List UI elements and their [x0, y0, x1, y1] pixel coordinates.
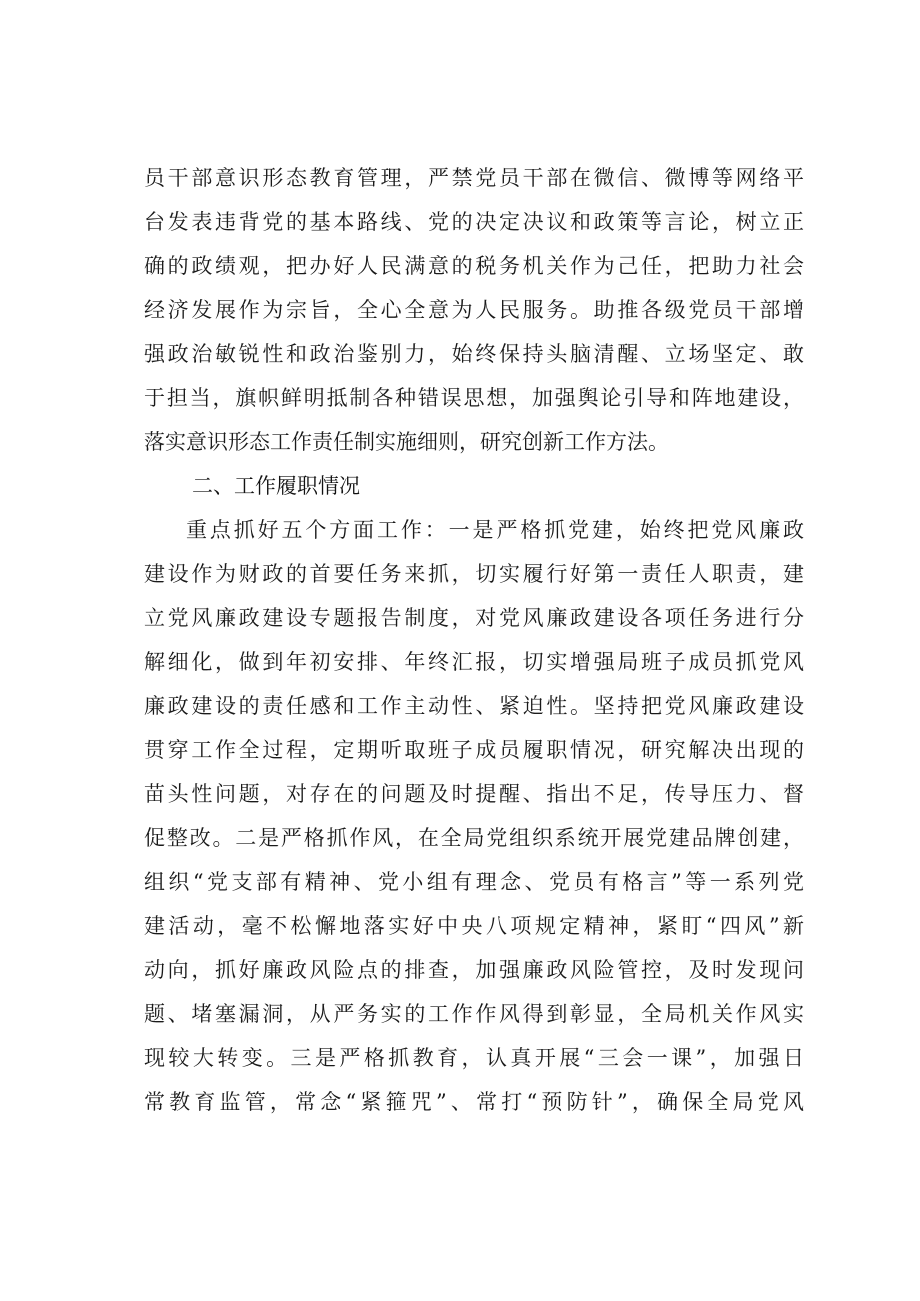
text-line: 解细化，做到年初安排、年终汇报，切实增强局班子成员抓党风 [144, 650, 804, 674]
text-line: 现较大转变。三是严格抓教育，认真开展“三会一课”，加强日 [144, 1046, 804, 1070]
text-line: 于担当，旗帜鲜明抵制各种错误思想，加强舆论引导和阵地建设， [144, 386, 804, 410]
text-line: 廉政建设的责任感和工作主动性、紧迫性。坚持把党风廉政建设 [144, 694, 804, 718]
text-line: 题、堵塞漏洞，从严务实的工作作风得到彰显，全局机关作风实 [144, 1002, 804, 1026]
text-line: 贯穿工作全过程，定期听取班子成员履职情况，研究解决出现的 [144, 738, 804, 762]
text-line: 动向，抓好廉政风险点的排查，加强廉政风险管控，及时发现问 [144, 958, 804, 982]
text-line: 台发表违背党的基本路线、党的决定决议和政策等言论，树立正 [144, 210, 804, 234]
text-line: 建设作为财政的首要任务来抓，切实履行好第一责任人职责，建 [144, 562, 804, 586]
text-line: 立党风廉政建设专题报告制度，对党风廉政建设各项任务进行分 [144, 606, 804, 630]
text-line: 经济发展作为宗旨，全心全意为人民服务。助推各级党员干部增 [144, 298, 804, 322]
text-line: 苗头性问题，对存在的问题及时提醒、指出不足，传导压力、督 [144, 782, 804, 806]
section-heading: 二、工作履职情况 [192, 474, 360, 498]
paragraph-ideology [144, 156, 804, 464]
text-line: 员干部意识形态教育管理，严禁党员干部在微信、微博等网络平 [144, 166, 804, 190]
paragraph-duties [144, 508, 804, 1124]
text-line: 建活动，毫不松懈地落实好中央八项规定精神，紧盯“四风”新 [144, 914, 804, 938]
text-line: 落实意识形态工作责任制实施细则，研究创新工作方法。 [144, 430, 669, 454]
text-line: 强政治敏锐性和政治鉴别力，始终保持头脑清醒、立场坚定、敢 [144, 342, 804, 366]
document-body [144, 156, 804, 1124]
text-line: 促整改。二是严格抓作风，在全局党组织系统开展党建品牌创建， [144, 826, 804, 850]
text-line: 重点抓好五个方面工作：一是严格抓党建，始终把党风廉政 [186, 518, 804, 542]
text-line: 常教育监管，常念“紧箍咒”、常打“预防针”，确保全局党风 [144, 1090, 804, 1114]
text-line: 组织“党支部有精神、党小组有理念、党员有格言”等一系列党 [144, 870, 804, 894]
text-line: 确的政绩观，把办好人民满意的税务机关作为己任，把助力社会 [144, 254, 804, 278]
